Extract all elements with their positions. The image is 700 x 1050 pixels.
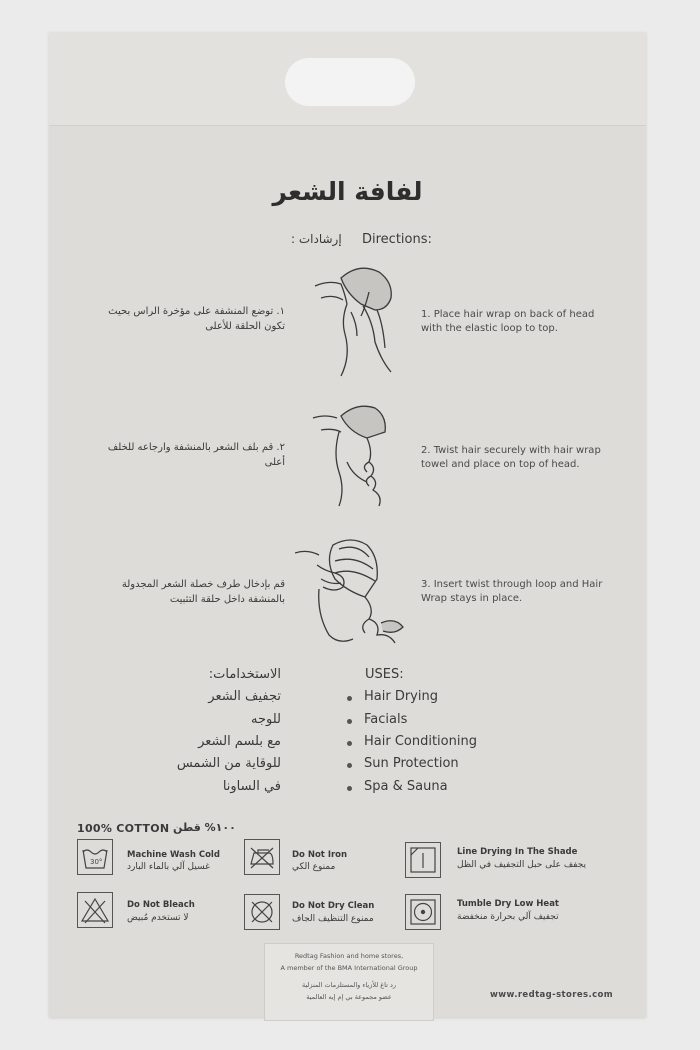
step-3-ar: قم بإدخال طرف خصلة الشعر المجدولة بالمنشفة داخل حلقة التثبيت xyxy=(121,579,285,605)
company-line-ar: عضو مجموعة بي إم إيه العالمية xyxy=(306,993,392,1001)
care-label-en: Do Not Dry Clean xyxy=(292,901,375,911)
bullet xyxy=(347,719,352,724)
use-item-ar: تجفيف الشعر xyxy=(208,689,281,704)
product-title: لفافة الشعر xyxy=(272,177,423,206)
company-line-en: Redtag Fashion and home stores, xyxy=(294,952,404,960)
care-label-ar: ممنوع الكي xyxy=(292,862,336,872)
product-card-back xyxy=(49,32,646,1017)
company-info-panel xyxy=(264,943,434,1021)
use-item xyxy=(49,779,646,799)
care-label-en: Do Not Bleach xyxy=(127,900,195,910)
website-url: www.redtag-stores.com xyxy=(490,990,614,1000)
use-item xyxy=(49,689,646,709)
uses-title-en: USES: xyxy=(365,667,404,682)
care-label-ar: لا تستخدم مُبيض xyxy=(127,913,189,923)
step-3-en: 3. Insert twist through loop and Hair Wrap stays in place. xyxy=(421,579,603,604)
step-1-ar: ١. توضع المنشفة على مؤخرة الراس بحيث تكون الحلقة للأعلى xyxy=(108,306,285,332)
use-item-ar: للوقاية من الشمس xyxy=(176,756,281,771)
bullet xyxy=(347,696,352,701)
svg-text:30°: 30° xyxy=(90,858,103,866)
use-item-en: Spa & Sauna xyxy=(364,779,448,794)
use-item xyxy=(49,712,646,732)
directions-label-en: Directions: xyxy=(362,232,432,247)
tumble-dry-low-icon xyxy=(405,894,441,930)
step-2-en: 2. Twist hair securely with hair wrap towel and place on top of head. xyxy=(421,445,601,470)
use-item-en: Sun Protection xyxy=(364,756,459,771)
step-2-illustration-icon xyxy=(311,402,401,507)
company-line-en: A member of the BMA International Group xyxy=(280,964,418,972)
use-item-ar: للوجه xyxy=(251,712,281,727)
care-label-ar: غسيل آلي بالماء البارد xyxy=(127,862,210,872)
care-label-ar: يجفف على حبل التجفيف في الظل xyxy=(457,860,587,870)
care-label-ar: تجفيف آلي بحرارة منخفضة xyxy=(457,912,559,922)
no-bleach-icon xyxy=(77,892,113,928)
care-label-en: Line Drying In The Shade xyxy=(457,847,578,857)
use-item-ar: في الساونا xyxy=(222,779,281,794)
step-2-ar: ٢. قم بلف الشعر بالمنشفة وارجاعه للخلف أعلى xyxy=(107,442,285,468)
care-label-en: Do Not Iron xyxy=(292,850,348,860)
use-item-en: Facials xyxy=(364,712,408,727)
uses-title-ar: الاستخدامات: xyxy=(208,667,281,682)
header-band xyxy=(49,32,646,126)
hang-hole xyxy=(285,58,415,106)
use-item-en: Hair Conditioning xyxy=(364,734,477,749)
cotton-label-en: 100% COTTON xyxy=(77,822,170,835)
use-item-ar: مع بلسم الشعر xyxy=(198,734,281,749)
bullet xyxy=(347,786,352,791)
use-item-en: Hair Drying xyxy=(364,689,438,704)
step-1-en: 1. Place hair wrap on back of head with the elastic loop to top. xyxy=(421,309,595,334)
company-line-ar: رد تاغ للأزياء والمستلزمات المنزلية xyxy=(301,981,397,989)
use-item xyxy=(49,734,646,754)
care-label-en: Machine Wash Cold xyxy=(127,850,220,860)
step-3-illustration-icon xyxy=(295,535,407,647)
bullet xyxy=(347,763,352,768)
care-label-en: Tumble Dry Low Heat xyxy=(457,899,559,909)
no-iron-icon xyxy=(244,839,280,875)
cotton-label-ar: ١٠٠% قطن xyxy=(173,821,236,834)
line-dry-shade-icon xyxy=(405,842,441,878)
bullet xyxy=(347,741,352,746)
use-item xyxy=(49,756,646,776)
care-label-ar: ممنوع التنظيف الجاف xyxy=(292,914,374,924)
step-1-illustration-icon xyxy=(311,264,401,379)
wash-30-icon xyxy=(77,839,113,875)
directions-label-ar: إرشادات : xyxy=(291,232,342,246)
no-dry-clean-icon xyxy=(244,894,280,930)
